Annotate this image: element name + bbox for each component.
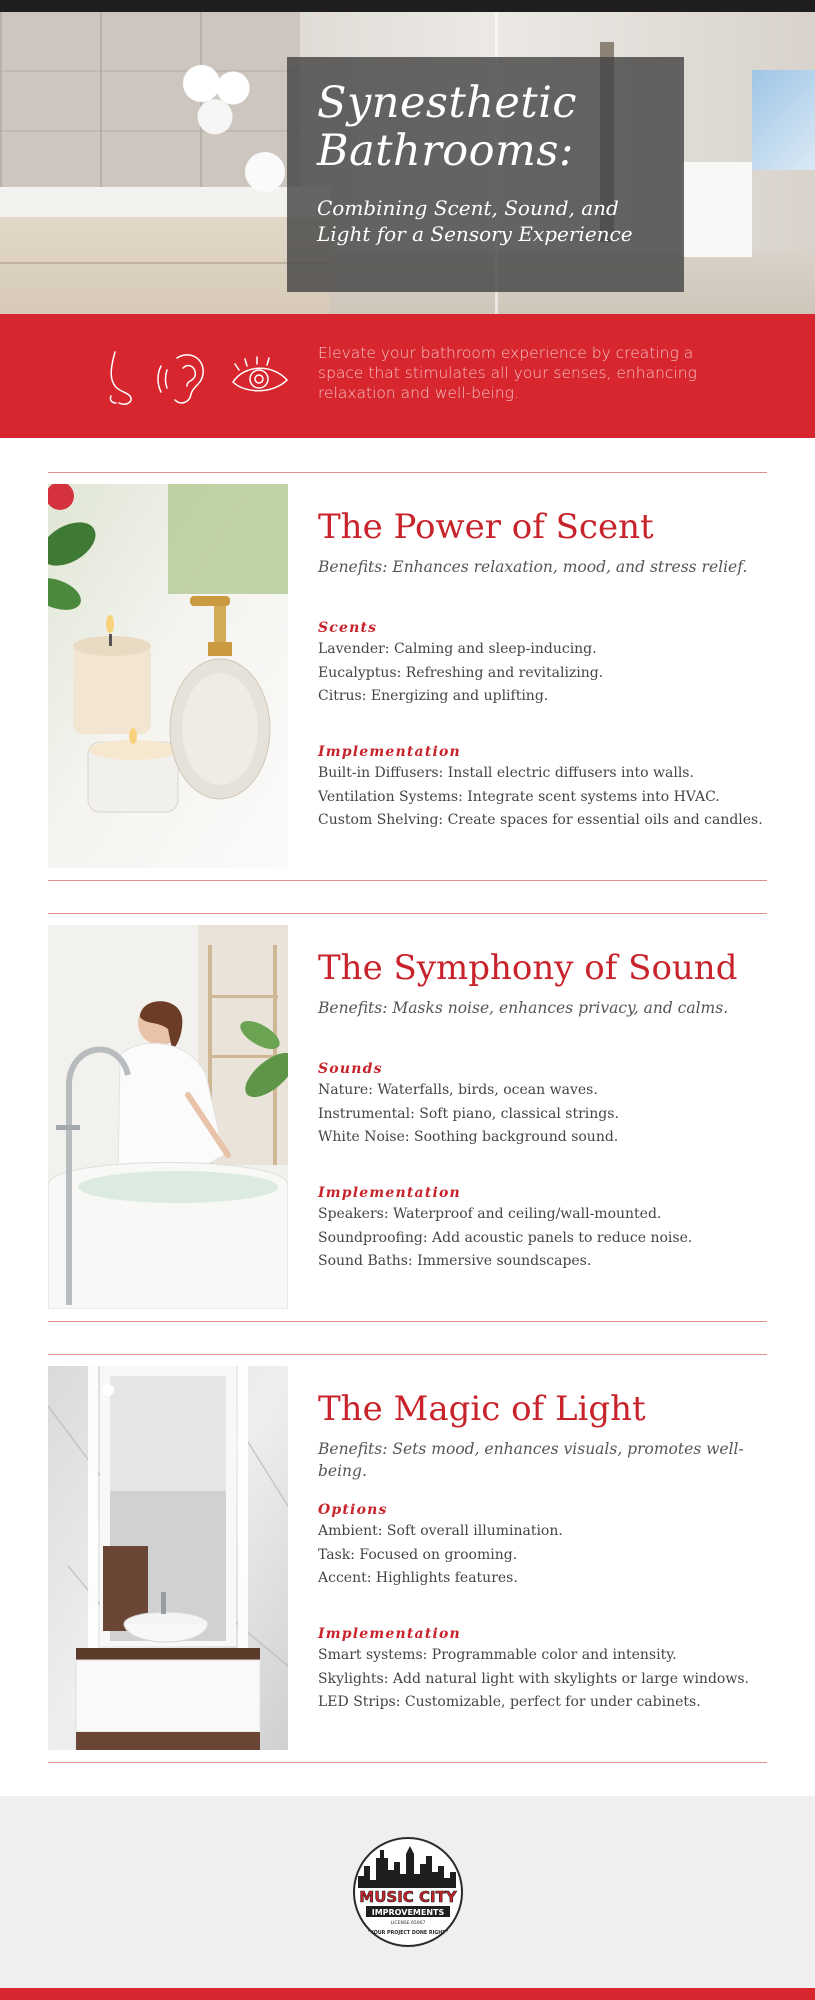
- section-divider: [48, 913, 767, 914]
- list-item: Soundproofing: Add acoustic panels to reduce noise.: [318, 1229, 693, 1246]
- candles-soap-image: [48, 484, 288, 868]
- scents-list: [318, 638, 778, 709]
- list-item: Custom Shelving: Create spaces for essential oils and candles.: [318, 812, 763, 828]
- top-bar: [0, 0, 815, 12]
- section-benefits: Benefits: Masks noise, enhances privacy, and calms.: [318, 999, 729, 1017]
- hero-cabinet: [0, 217, 330, 314]
- list-item: Speakers: Waterproof and ceiling/wall-mounted.: [318, 1206, 662, 1222]
- logo-tagline: "YOUR PROJECT DONE RIGHT": [367, 1931, 449, 1936]
- list-item: Built-in Diffusers: Install electric diffusers into walls.: [318, 765, 694, 781]
- woman-bathtub-image: [48, 925, 288, 1309]
- list-heading: Implementation: [318, 1626, 461, 1642]
- vase-image: [245, 152, 285, 192]
- hero-title-box: [287, 57, 684, 292]
- section-divider: [48, 880, 767, 881]
- list-item: White Noise: Soothing background sound.: [318, 1129, 619, 1145]
- section-divider: [48, 1762, 767, 1763]
- music-city-logo: [344, 1836, 472, 1948]
- section-scent: [48, 484, 767, 868]
- list-item: Eucalyptus: Refreshing and revitalizing.: [318, 664, 604, 681]
- ear-icon: [158, 355, 203, 403]
- list-heading: Sounds: [318, 1061, 383, 1077]
- list-heading: Scents: [318, 620, 378, 636]
- section-divider: [48, 1354, 767, 1355]
- nose-icon: [110, 352, 131, 404]
- list-item: Nature: Waterfalls, birds, ocean waves.: [318, 1082, 598, 1098]
- logo-license: LICENSE 65067: [390, 1921, 426, 1926]
- implementation-list: [318, 1644, 778, 1715]
- hero-cabinet-line: [0, 262, 330, 264]
- list-item: LED Strips: Customizable, perfect for under cabinets.: [318, 1694, 701, 1710]
- hero-title-line-1: Synesthetic: [317, 78, 577, 128]
- list-item: Instrumental: Soft piano, classical strings.: [318, 1105, 619, 1122]
- list-heading: Implementation: [318, 744, 461, 760]
- hero-title: [317, 79, 654, 175]
- section-title: The Symphony of Sound: [318, 948, 738, 988]
- hero-subtitle-line-1: Combining Scent, Sound, and: [317, 196, 619, 220]
- hero-banner: [0, 12, 815, 314]
- hero-tub: [682, 162, 752, 257]
- hero-counter: [0, 187, 330, 217]
- section-title: The Magic of Light: [318, 1389, 646, 1429]
- sounds-list: [318, 1079, 778, 1150]
- intro-text: Elevate your bathroom experience by creating a space that stimulates all your senses, enhancing relaxation and well-being.: [318, 344, 697, 402]
- senses-icons: [105, 348, 290, 408]
- list-item: Ambient: Soft overall illumination.: [318, 1523, 563, 1539]
- hero-subtitle: [317, 195, 654, 247]
- hero-subtitle-line-2: Light for a Sensory Experience: [317, 222, 633, 246]
- list-item: Skylights: Add natural light with skylights or large windows.: [318, 1670, 749, 1687]
- options-list: [318, 1520, 778, 1591]
- logo-line-2: IMPROVEMENTS: [371, 1908, 445, 1917]
- sound-image: [48, 925, 288, 1309]
- list-heading: Implementation: [318, 1185, 461, 1201]
- section-benefits: Benefits: Sets mood, enhances visuals, promotes well-being.: [318, 1440, 744, 1480]
- hero-window: [752, 70, 815, 170]
- hero-title-line-2: Bathrooms:: [317, 126, 574, 176]
- section-divider: [48, 1321, 767, 1322]
- bottom-bar: [0, 1988, 815, 2000]
- list-item: Accent: Highlights features.: [318, 1570, 518, 1586]
- list-item: Smart systems: Programmable color and intensity.: [318, 1647, 677, 1663]
- section-sound: [48, 925, 767, 1309]
- logo-line-1: MUSIC CITY: [359, 1888, 457, 1906]
- light-image: [48, 1366, 288, 1750]
- vanity-mirror-image: [48, 1366, 288, 1750]
- implementation-list: [318, 1203, 778, 1274]
- list-item: Citrus: Energizing and uplifting.: [318, 688, 549, 704]
- eye-icon: [233, 357, 287, 391]
- list-item: Sound Baths: Immersive soundscapes.: [318, 1253, 592, 1269]
- section-benefits: Benefits: Enhances relaxation, mood, and stress relief.: [318, 558, 748, 576]
- list-item: Task: Focused on grooming.: [318, 1546, 518, 1563]
- section-light: [48, 1366, 767, 1750]
- list-item: Lavender: Calming and sleep-inducing.: [318, 641, 597, 657]
- section-title: The Power of Scent: [318, 507, 654, 547]
- list-item: Ventilation Systems: Integrate scent systems into HVAC.: [318, 788, 720, 805]
- orchid-image: [170, 52, 260, 142]
- list-heading: Options: [318, 1502, 388, 1518]
- scent-image: [48, 484, 288, 868]
- section-divider: [48, 472, 767, 473]
- implementation-list: [318, 762, 778, 833]
